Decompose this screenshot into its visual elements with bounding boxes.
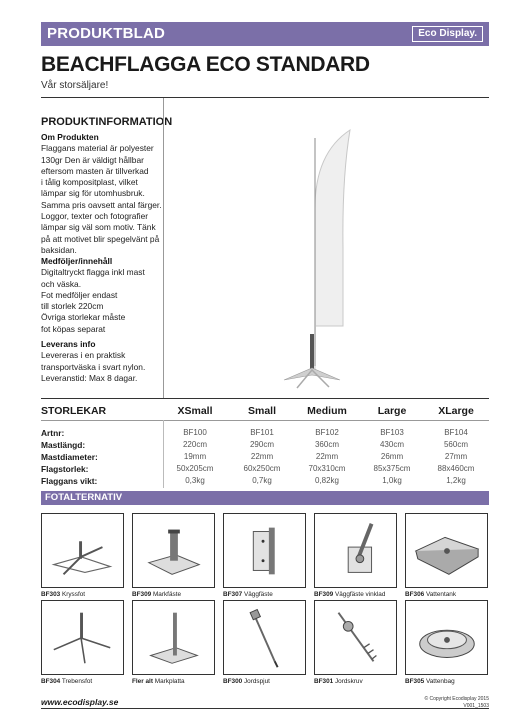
delivery-line: Levereras i en praktisk <box>41 350 126 361</box>
about-heading: Om Produkten <box>41 132 99 142</box>
included-line: fot köpas separat <box>41 323 106 334</box>
table-cell: 70x310cm <box>308 464 346 473</box>
about-section <box>41 132 163 256</box>
table-cell: 290cm <box>249 440 274 449</box>
included-line: Fot medföljer endast <box>41 289 118 300</box>
table-cell: BF104 <box>444 428 468 437</box>
page-subtitle: Vår storsäljare! <box>41 80 109 91</box>
row-label-vikt: Flaggans vikt: <box>41 476 98 486</box>
product-image-vattentank <box>405 513 488 588</box>
row-label-artnr: Artnr: <box>41 428 65 438</box>
product-image-jordskruv <box>314 600 397 675</box>
size-column-xlarge: XLarge <box>438 405 474 417</box>
brand-logo: Eco Display. <box>412 26 483 42</box>
table-cell: 430cm <box>379 440 404 449</box>
footer-url[interactable]: www.ecodisplay.se <box>41 697 119 707</box>
option-caption: BF307 Väggfäste <box>223 591 273 598</box>
header-bar <box>41 22 489 46</box>
table-cell: 85x375cm <box>373 464 411 473</box>
about-line: lämpar sig för utomhusbruk. <box>41 188 145 199</box>
option-caption: BF309 Väggfäste vinklad <box>314 591 386 598</box>
about-line: i tålig kompositplast, vilket <box>41 177 138 188</box>
about-line: på att motivet blir spegelvänt på <box>41 233 160 244</box>
included-line: Övriga storlekar måste <box>41 312 126 323</box>
included-line: till storlek 220cm <box>41 301 104 312</box>
about-line: 130gr Den är väldigt hållbar <box>41 154 144 165</box>
product-image-markplatta <box>132 600 215 675</box>
flag-illustration <box>164 98 489 398</box>
table-cell: 1,2kg <box>446 476 466 485</box>
table-cell: 220cm <box>182 440 207 449</box>
product-image-vattenbag <box>405 600 488 675</box>
table-cell: BF102 <box>315 428 339 437</box>
table-cell: 60x250cm <box>243 464 281 473</box>
about-line: lämpar sig väl som motiv. Tänk <box>41 222 156 233</box>
table-cell: BF103 <box>380 428 404 437</box>
table-cell: 19mm <box>183 452 207 461</box>
product-image-jordspjut <box>223 600 306 675</box>
option-caption: BF309 Markfäste <box>132 591 182 598</box>
table-cell: 50x205cm <box>176 464 214 473</box>
about-line: Flaggans material är polyester <box>41 143 154 154</box>
row-label-flagstorlek: Flagstorlek: <box>41 464 89 474</box>
table-cell: 560cm <box>443 440 468 449</box>
about-line: Samma pris oavsett antal färger. <box>41 199 162 210</box>
product-image-vaggfaste-vinklad <box>314 513 397 588</box>
table-cell: 1,0kg <box>382 476 402 485</box>
delivery-heading: Leverans info <box>41 339 96 349</box>
table-cell: 0,82kg <box>314 476 340 485</box>
page-title: BEACHFLAGGA ECO STANDARD <box>41 53 370 76</box>
table-cell: 22mm <box>315 452 339 461</box>
table-cell: 27mm <box>444 452 468 461</box>
table-cell: 22mm <box>250 452 274 461</box>
included-line: Digitaltryckt flagga inkl mast <box>41 267 145 278</box>
table-cell: BF100 <box>183 428 207 437</box>
delivery-section <box>41 339 163 384</box>
included-line: och väska. <box>41 278 82 289</box>
size-column-small: Small <box>247 405 276 417</box>
about-line: eftersom masten är tillverkad <box>41 165 149 176</box>
product-image-trebensfot <box>41 600 124 675</box>
option-caption: Fler alt Markplatta <box>132 678 185 685</box>
table-cell: 88x460cm <box>437 464 475 473</box>
divider <box>41 398 489 399</box>
product-image-markfaste <box>132 513 215 588</box>
sizes-heading: STORLEKAR <box>41 405 107 417</box>
option-caption: BF304 Trebensfot <box>41 678 93 685</box>
delivery-line: transportväska i svart nylon. <box>41 361 146 372</box>
header-title: PRODUKTBLAD <box>47 25 166 42</box>
table-cell: BF101 <box>250 428 274 437</box>
divider <box>41 708 489 709</box>
product-image-kryssfot <box>41 513 124 588</box>
row-label-mastdiameter: Mastdiameter: <box>41 452 98 462</box>
row-label-mastlangd: Mastlängd: <box>41 440 86 450</box>
option-caption: BF305 Vattenbag <box>405 678 455 685</box>
size-column-large: Large <box>377 405 407 417</box>
included-heading: Medföljer/innehåll <box>41 256 113 266</box>
option-caption: BF303 Kryssfot <box>41 591 86 598</box>
size-column-xsmall: XSmall <box>177 405 213 417</box>
about-line: Loggor, texter och fotografier <box>41 211 149 222</box>
table-cell: 0,3kg <box>185 476 205 485</box>
option-caption: BF306 Vattentank <box>405 591 457 598</box>
options-heading: FOTALTERNATIV <box>45 492 123 503</box>
product-info-title: PRODUKTINFORMATION <box>41 116 173 128</box>
delivery-line: Leveranstid: Max 8 dagar. <box>41 372 138 383</box>
about-line: baksidan. <box>41 244 77 255</box>
copyright: © Copyright Ecodisplay 2015 V001_1503 <box>424 696 489 709</box>
table-cell: 360cm <box>314 440 339 449</box>
options-bar <box>41 491 489 505</box>
divider <box>41 420 489 421</box>
product-image-vaggfaste <box>223 513 306 588</box>
size-column-medium: Medium <box>307 405 347 417</box>
table-cell: 0,7kg <box>252 476 272 485</box>
table-cell: 26mm <box>380 452 404 461</box>
included-section <box>41 256 163 335</box>
option-caption: BF300 Jordspjut <box>223 678 270 685</box>
option-caption: BF301 Jordskruv <box>314 678 363 685</box>
